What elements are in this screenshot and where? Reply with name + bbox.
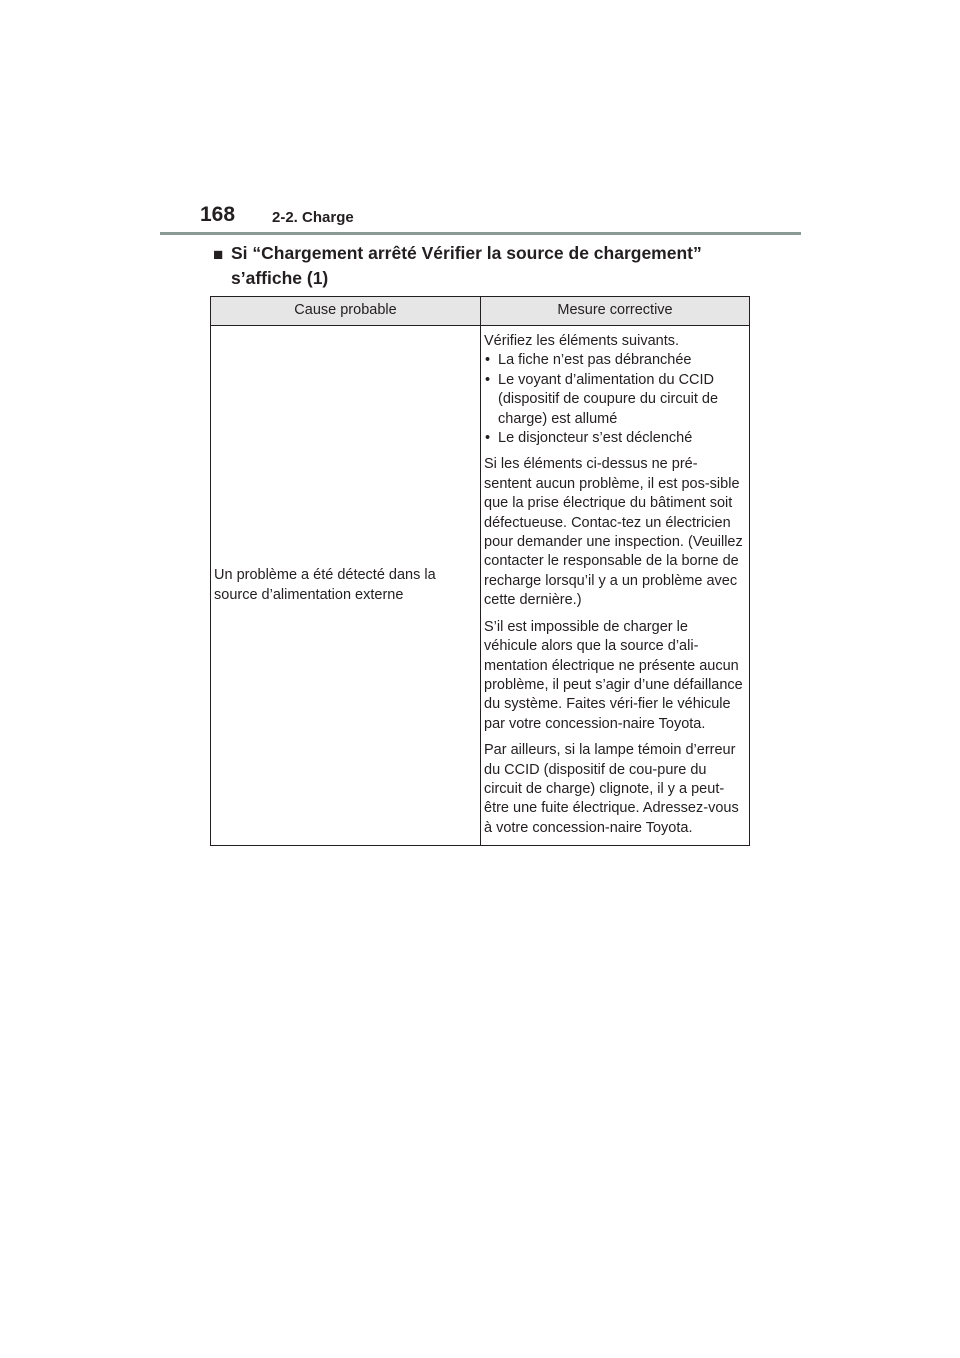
cause-cell: Un problème a été détecté dans la source d’alimentation externe: [211, 326, 481, 846]
list-item: • La fiche n’est pas débranchée: [484, 351, 745, 370]
table-row: [211, 326, 750, 846]
remedy-paragraph: Si les éléments ci-dessus ne pré-sentent aucun problème, il est pos-sible que la prise électrique du bâtiment soit défectueuse. Contac-tez un électricien pour demander une inspection. (Veuillez contacter le responsable de la borne de recharge lorsqu’il y a un problème avec cette dernière.): [484, 456, 743, 609]
checklist: [484, 351, 745, 448]
square-bullet-icon: ■: [213, 245, 224, 264]
page-number: 168: [200, 203, 236, 226]
table-header-row: [211, 297, 750, 326]
heading-text: Si “Chargement arrêté Vérifier la source de chargement” s’affiche (1): [231, 243, 702, 288]
section-title: 2-2. Charge: [272, 209, 354, 226]
section-heading: [213, 241, 753, 291]
header-rule: [160, 232, 801, 235]
cause-remedy-table: [210, 296, 750, 846]
page-header: [200, 203, 800, 233]
remedy-cell: [481, 326, 750, 846]
column-header-cause: Cause probable: [211, 297, 481, 326]
list-item: • Le disjoncteur s’est déclenché: [484, 429, 745, 448]
remedy-paragraph: Par ailleurs, si la lampe témoin d’erreur du CCID (dispositif de cou-pure du circuit de charge) clignote, il y a peut-être une fuite électrique. Adressez-vous à votre concession-naire Toyota.: [484, 742, 739, 836]
list-item: • Le voyant d’alimentation du CCID (dispositif de coupure du circuit de charge) est allumé: [484, 371, 745, 429]
remedy-intro: Vérifiez les éléments suivants.: [484, 333, 680, 349]
column-header-remedy: Mesure corrective: [481, 297, 750, 326]
remedy-paragraph: S’il est impossible de charger le véhicule alors que la source d’ali-mentation électrique ne présente aucun problème, il peut s’agir d’une défaillance du système. Faites véri-fier le véhicule par votre concession-naire Toyota.: [484, 618, 743, 732]
